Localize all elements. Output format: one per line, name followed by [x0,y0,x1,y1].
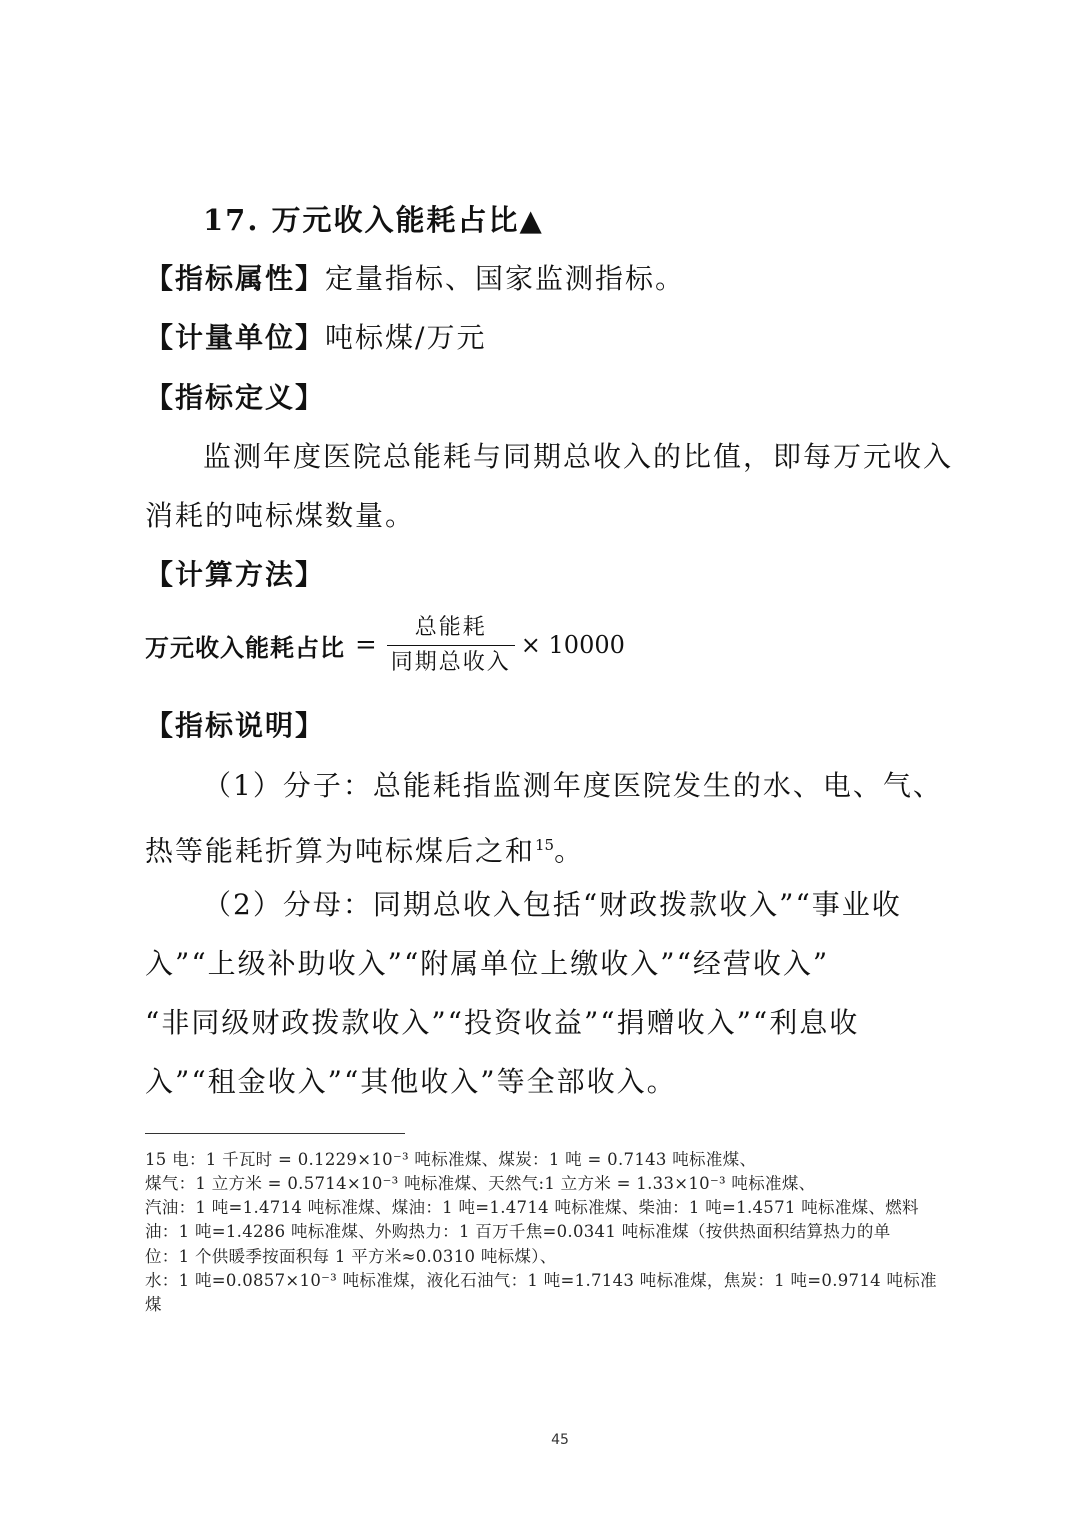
property-value: 定量指标、国家监测指标。 [325,262,686,295]
explanation-label: 【指标说明】 [145,709,326,742]
formula-denominator: 同期总收入 [390,649,511,675]
footnote-line-4: 油：1 吨=1.4286 吨标准煤、外购热力：1 百万千焦=0.0341 吨标准煤（按供热面积结算热力的单 [145,1222,891,1241]
footnote-line-5: 位：1 个供暖季按面积每 1 平方米≈0.0310 吨标煤）、 [145,1247,557,1266]
property-label: 【指标属性】 [145,262,326,295]
footnote-line-7: 煤 [145,1295,162,1314]
fraction-bar [387,645,515,646]
formula [145,610,625,680]
definition-label: 【指标定义】 [145,381,326,414]
footnote-line-1: 15 电：1 千瓦时 = 0.1229×10⁻³ 吨标准煤、煤炭：1 吨 = 0.7143 吨标准煤、 [145,1150,757,1169]
explanation-p1-text: 热等能耗折算为吨标煤后之和 [145,834,536,868]
explanation-p1-line-1: （1）分子：总能耗指监测年度医院发生的水、电、气、 [203,769,943,802]
footnote-divider [145,1133,405,1134]
explanation-p2-line-4: 入”“租金收入”“其他收入”等全部收入。 [145,1065,677,1098]
unit-label: 【计量单位】 [145,321,326,354]
footnote-line-3: 汽油：1 吨=1.4714 吨标准煤、煤油：1 吨=1.4714 吨标准煤、柴油：1 吨=1.4571 吨标准煤、燃料 [145,1198,919,1217]
method-label: 【计算方法】 [145,558,326,591]
section-title: 17. 万元收入能耗占比▲ [203,203,544,237]
formula-numerator: 总能耗 [414,614,487,640]
explanation-p1-end: 。 [554,834,585,868]
unit-value: 吨标煤/万元 [325,321,487,354]
formula-multiplier: × 10000 [520,631,625,659]
footnote-ref: 15 [535,836,555,854]
explanation-p2-line-1: （2）分母：同期总收入包括“财政拨款收入”“事业收 [203,888,902,921]
unit-row [145,320,486,356]
footnote-line-2: 煤气：1 立方米 = 0.5714×10⁻³ 吨标准煤、天然气:1 立方米 = 1.33×10⁻³ 吨标准煤、 [145,1174,816,1193]
definition-line-1: 监测年度医院总能耗与同期总收入的比值，即每万元收入 [203,440,954,473]
formula-lhs: 万元收入能耗占比 [145,632,345,662]
definition-line-2: 消耗的吨标煤数量。 [145,499,416,532]
explanation-p1-line-2 [145,827,584,869]
formula-equals: = [355,630,377,660]
explanation-p2-line-3: “非同级财政拨款收入”“投资收益”“捐赠收入”“利息收 [145,1006,860,1039]
footnote-line-6: 水：1 吨=0.0857×10⁻³ 吨标准煤，液化石油气：1 吨=1.7143 吨标准煤，焦炭：1 吨=0.9714 吨标准 [145,1271,937,1290]
explanation-p2-line-2: 入”“上级补助收入”“附属单位上缴收入”“经营收入” [145,947,830,980]
page-number: 45 [551,1432,569,1448]
formula-fraction [387,613,515,678]
property-row [145,261,685,297]
